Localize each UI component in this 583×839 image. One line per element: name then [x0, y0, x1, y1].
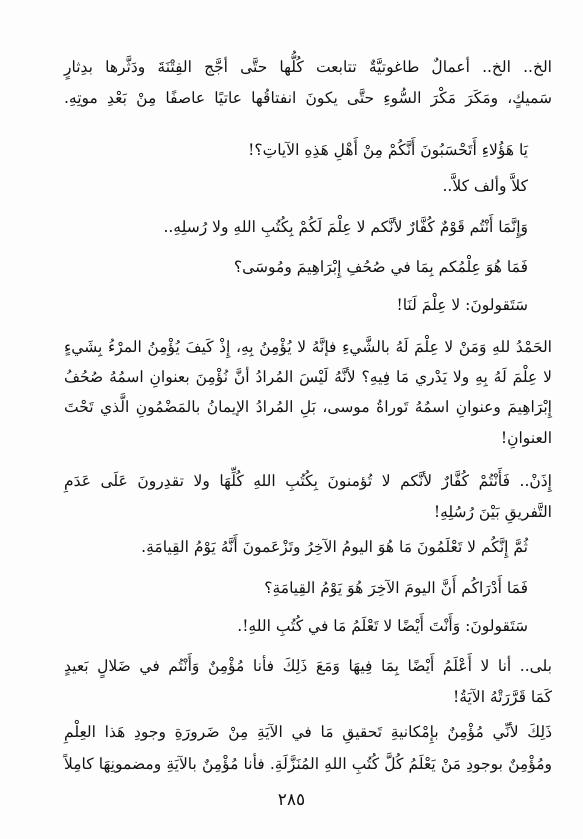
text-line: بلى.. أنا لا أَعْلَمُ أَيْضًا بِمَا فِيهَا وَمَعَ ذَلِكَ فأنا مُؤْمِنٌ وَأَنْتُم في ضَلالٍ بَعيدٍ — [64, 657, 552, 675]
text-line: ثُمَّ إِنَّكُم لا تَعْلَمُونَ مَا هُوَ اليومُ الآخِرُ وتَزْعَمونَ أَنَّهُ يَوْمُ القِيامَةِ. — [141, 538, 528, 556]
text-line: فَمَا أَدْرَاكُم أَنَّ اليومَ الآخِرَ هُوَ يَوْمُ القِيامَةِ؟ — [264, 579, 528, 597]
text-line: التَّفريقِ بَيْنَ رُسُلِهِ! — [433, 503, 552, 521]
text-line: وَإِنَّمَا أَنْتُم قَوْمٌ كُفَّارٌ لأنَّكم لا عِلْمَ لَكُمْ بِكُتُبِ اللهِ ولا رُسلِهِ.. — [163, 218, 528, 236]
text-line: لا عِلْمَ لَهُ بِهِ ولا يَدْري مَا فِيهِ؟ لأنَّهُ لَيْسَ المُرادُ أنَّ نُؤْمِنَ بعنوانِ اسمُهُ صُحُفُ — [64, 368, 552, 386]
text-line: كلاَّ وألف كلاَّ.. — [442, 177, 528, 195]
text-line: الحَمْدُ للهِ وَمَنْ لا عِلْمَ لَهُ بالشَّيءِ فإنَّهُ لا يُؤْمِنُ بِهِ، إِذْ كَيفَ يُؤْمِنُ المرْءُ بِشَيءٍ — [64, 338, 552, 356]
text-line: إِبْرَاهِيمَ وعنوانِ اسمُهُ تَوراةُ موسى، بَلِ المُرادُ الإيمانُ بالمَضْمُونِ الَّذي تَحْتَ — [64, 398, 552, 416]
text-line: الخ.. الخ.. أعمالٌ طاغوتيَّةٌ تتابعت كُلُّها حتَّى أجَّج الفِتْنَةَ ودَثَّرها بدِثارٍ — [64, 58, 552, 76]
text-line: سَتَقولونَ: لا عِلْمَ لَنَا! — [396, 296, 528, 314]
text-line: يَا هَؤُلاءِ أَتَحْسَبُونَ أَنَّكُمْ مِنْ أَهْلِ هَذِهِ الآياتِ؟! — [248, 141, 528, 159]
text-line: كَمَا قَرَّرَتْهُ الآيَةُ! — [453, 688, 552, 706]
text-line: ذَلِكَ لأنِّي مُؤْمِنٌ بإِمْكانيةِ تَحقيقِ مَا في الآيَةِ مِنْ ضَرورَةِ وجودِ هَذا العِلْمِ — [64, 723, 552, 741]
text-line: فَمَا هُوَ عِلْمُكم بِمَا في صُحُفِ إِبْرَاهِيمَ ومُوسَى؟ — [233, 258, 528, 276]
text-line: إِذَنْ.. فَأَنْتُمْ كُفَّارٌ لأنَّكم لا تُؤمنونَ بِكُتُبِ اللهِ كُلِّهَا ولا تقدِرونَ عَلَى عَدَمِ — [64, 472, 552, 490]
text-line: سَتَقولونَ: وَأَنْتَ أَيْضًا لا تَعْلَمُ مَا في كُتُبِ اللهِ!. — [237, 617, 528, 635]
text-line: العنوانِ! — [500, 429, 552, 447]
text-line: ومُؤْمِنٌ بوجودِ مَنْ يَعْلَمُ كُلَّ كُتُبِ اللهِ المُنَزَّلَةِ. فأنا مُؤْمِنٌ بالآيَةِ ومضمونِهَا كامِلاً — [64, 755, 552, 773]
text-line: سَميكٍ، ومَكَرَ مَكْرَ السُّوءِ حتَّى يكونَ انفتاقُها عاتيًا عاصفًا مِنْ بَعْدِ موتِهِ. — [64, 89, 552, 107]
page-number: ٢٨٥ — [277, 790, 306, 810]
